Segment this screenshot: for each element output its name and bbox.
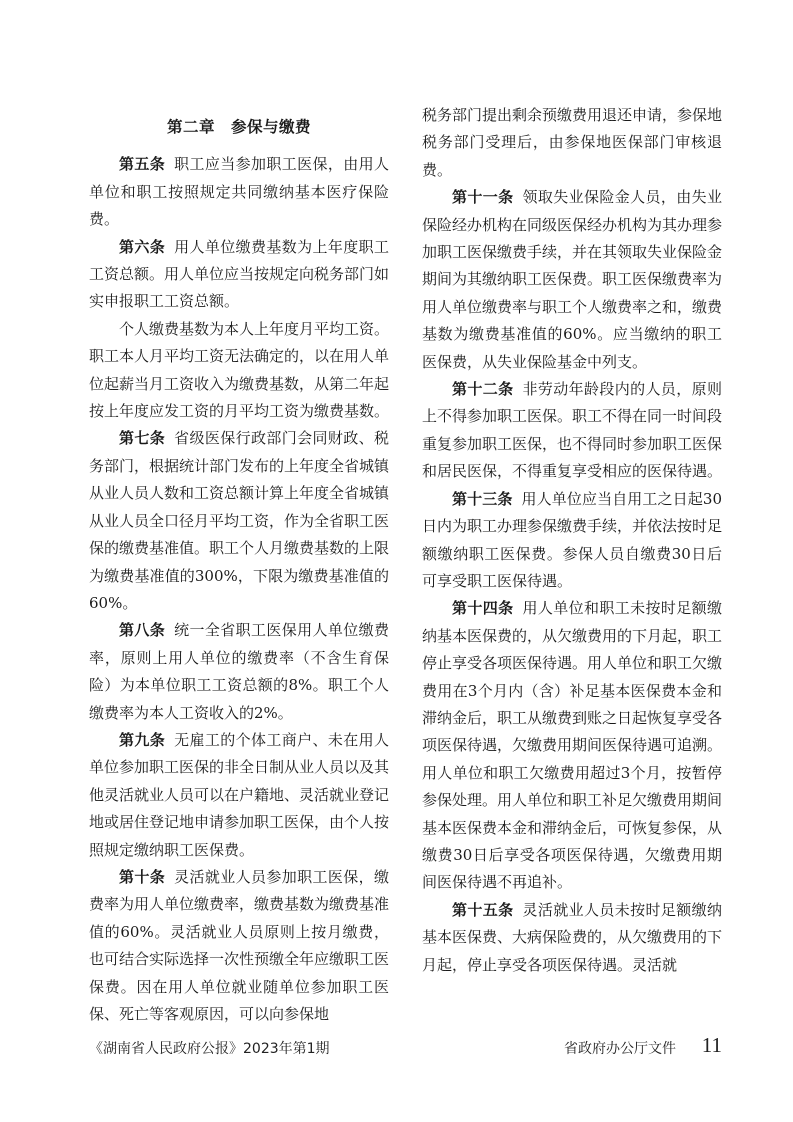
article-paragraph bbox=[89, 617, 389, 727]
article-number: 第七条 bbox=[119, 429, 166, 448]
article-paragraph bbox=[89, 316, 389, 426]
left-column bbox=[89, 98, 389, 1028]
chapter-title: 第二章 参保与缴费 bbox=[166, 117, 311, 136]
article-paragraph bbox=[422, 897, 722, 979]
article-paragraph bbox=[89, 425, 389, 617]
article-text: 灵活就业人员未按时足额缴纳基本医保费、大病保险费的，从欠缴费用的下月起，停止享受各项医保待遇。灵活就 bbox=[422, 900, 723, 974]
article-paragraph bbox=[422, 376, 722, 486]
page-number: 11 bbox=[701, 1033, 722, 1057]
right-column bbox=[422, 102, 722, 979]
article-number: 第五条 bbox=[119, 155, 166, 174]
article-paragraph bbox=[89, 727, 389, 864]
article-number: 第十三条 bbox=[452, 489, 513, 508]
article-text: 个人缴费基数为本人上年度月平均工资。职工本人月平均工资无法确定的，以在用人单位起薪当月工资收入为缴费基数，从第二年起按上年度应发工资的月平均工资为缴费基数。 bbox=[89, 319, 390, 421]
article-text: 用人单位和职工未按时足额缴纳基本医保费的，从欠缴费用的下月起，职工停止享受各项医保待遇。用人单位和职工欠缴费用在3个月内（含）补足基本医保费本金和滞纳金后，职工从缴费到账之日起恢复享受各项医保待遇，欠缴费用期间医保待遇可追溯。用人单位和职工欠缴费用超过3个月，按暂停参保处理。用人单位和职工补足欠缴费用期间基本医保费本金和滞纳金后，可恢复参保，从缴费30日后享受各项医保待遇，欠缴费用期间医保待遇不再追补。 bbox=[422, 599, 723, 892]
article-paragraph bbox=[422, 184, 722, 376]
left-paragraphs bbox=[89, 151, 389, 1028]
article-number: 第九条 bbox=[119, 730, 166, 749]
article-text: 灵活就业人员参加职工医保，缴费率为用人单位缴费率，缴费基数为缴费基准值的60%。灵活就业人员原则上按月缴费，也可结合实际选择一次性预缴全年应缴职工医保费。因在用人单位就业随单位参加职工医保、死亡等客观原因，可以向参保地 bbox=[89, 867, 390, 1023]
article-text: 税务部门提出剩余预缴费用退还申请，参保地税务部门受理后，由参保地医保部门审核退费。 bbox=[422, 106, 723, 179]
article-number: 第十五条 bbox=[452, 900, 514, 919]
article-text: 统一全省职工医保用人单位缴费率，原则上用人单位的缴费率（不含生育保险）为本单位职工工资总额的8%。职工个人缴费率为本人工资收入的2%。 bbox=[89, 621, 389, 722]
article-text: 非劳动年龄段内的人员，原则上不得参加职工医保。职工不得在同一时间段重复参加职工医保，也不得同时参加职工医保和居民医保，不得重复享受相应的医保待遇。 bbox=[422, 380, 723, 481]
article-text: 用人单位应当自用工之日起30日内为职工办理参保缴费手续，并依法按时足额缴纳职工医保费。参保人员自缴费30日后可享受职工医保待遇。 bbox=[422, 489, 723, 590]
article-text: 用人单位缴费基数为上年度职工工资总额。用人单位应当按规定向税务部门如实申报职工工资总额。 bbox=[89, 237, 390, 311]
article-number: 第十一条 bbox=[452, 188, 514, 207]
article-paragraph bbox=[89, 151, 389, 233]
article-number: 第十四条 bbox=[452, 599, 514, 618]
article-text: 领取失业保险金人员，由失业保险经办机构在同级医保经办机构为其办理参加职工医保缴费手续，并在其领取失业保险金期间为其缴纳职工医保费。职工医保缴费率为用人单位缴费率与职工个人缴费率之和，缴费基数为缴费基准值的60%。应当缴纳的职工医保费，从失业保险基金中列支。 bbox=[422, 188, 723, 371]
article-number: 第六条 bbox=[119, 237, 166, 256]
article-paragraph bbox=[422, 595, 722, 896]
article-text: 职工应当参加职工医保，由用人单位和职工按照规定共同缴纳基本医疗保险费。 bbox=[89, 155, 389, 229]
article-text: 无雇工的个体工商户、未在用人单位参加职工医保的非全日制从业人员以及其他灵活就业人员可以在户籍地、灵活就业登记地或居住登记地申请参加职工医保，由个人按照规定缴纳职工医保费。 bbox=[89, 730, 390, 859]
article-text: 省级医保行政部门会同财政、税务部门，根据统计部门发布的上年度全省城镇从业人员人数和工资总额计算上年度全省城镇从业人员全口径月平均工资，作为全省职工医保的缴费基准值。职工个人月缴费基数的上限为缴费基准值的300%，下限为缴费基准值的60%。 bbox=[89, 429, 390, 612]
page-footer bbox=[89, 1035, 722, 1059]
journal-title: 《湖南省人民政府公报》2023年第1期 bbox=[89, 1041, 330, 1057]
article-paragraph bbox=[89, 234, 389, 316]
section-name: 省政府办公厅文件 bbox=[564, 1041, 676, 1057]
article-paragraph bbox=[422, 486, 722, 596]
right-paragraphs bbox=[422, 102, 722, 979]
article-number: 第八条 bbox=[119, 621, 166, 640]
article-number: 第十条 bbox=[119, 867, 166, 886]
article-number: 第十二条 bbox=[452, 380, 514, 399]
article-paragraph bbox=[422, 102, 722, 184]
article-paragraph bbox=[89, 864, 389, 1028]
